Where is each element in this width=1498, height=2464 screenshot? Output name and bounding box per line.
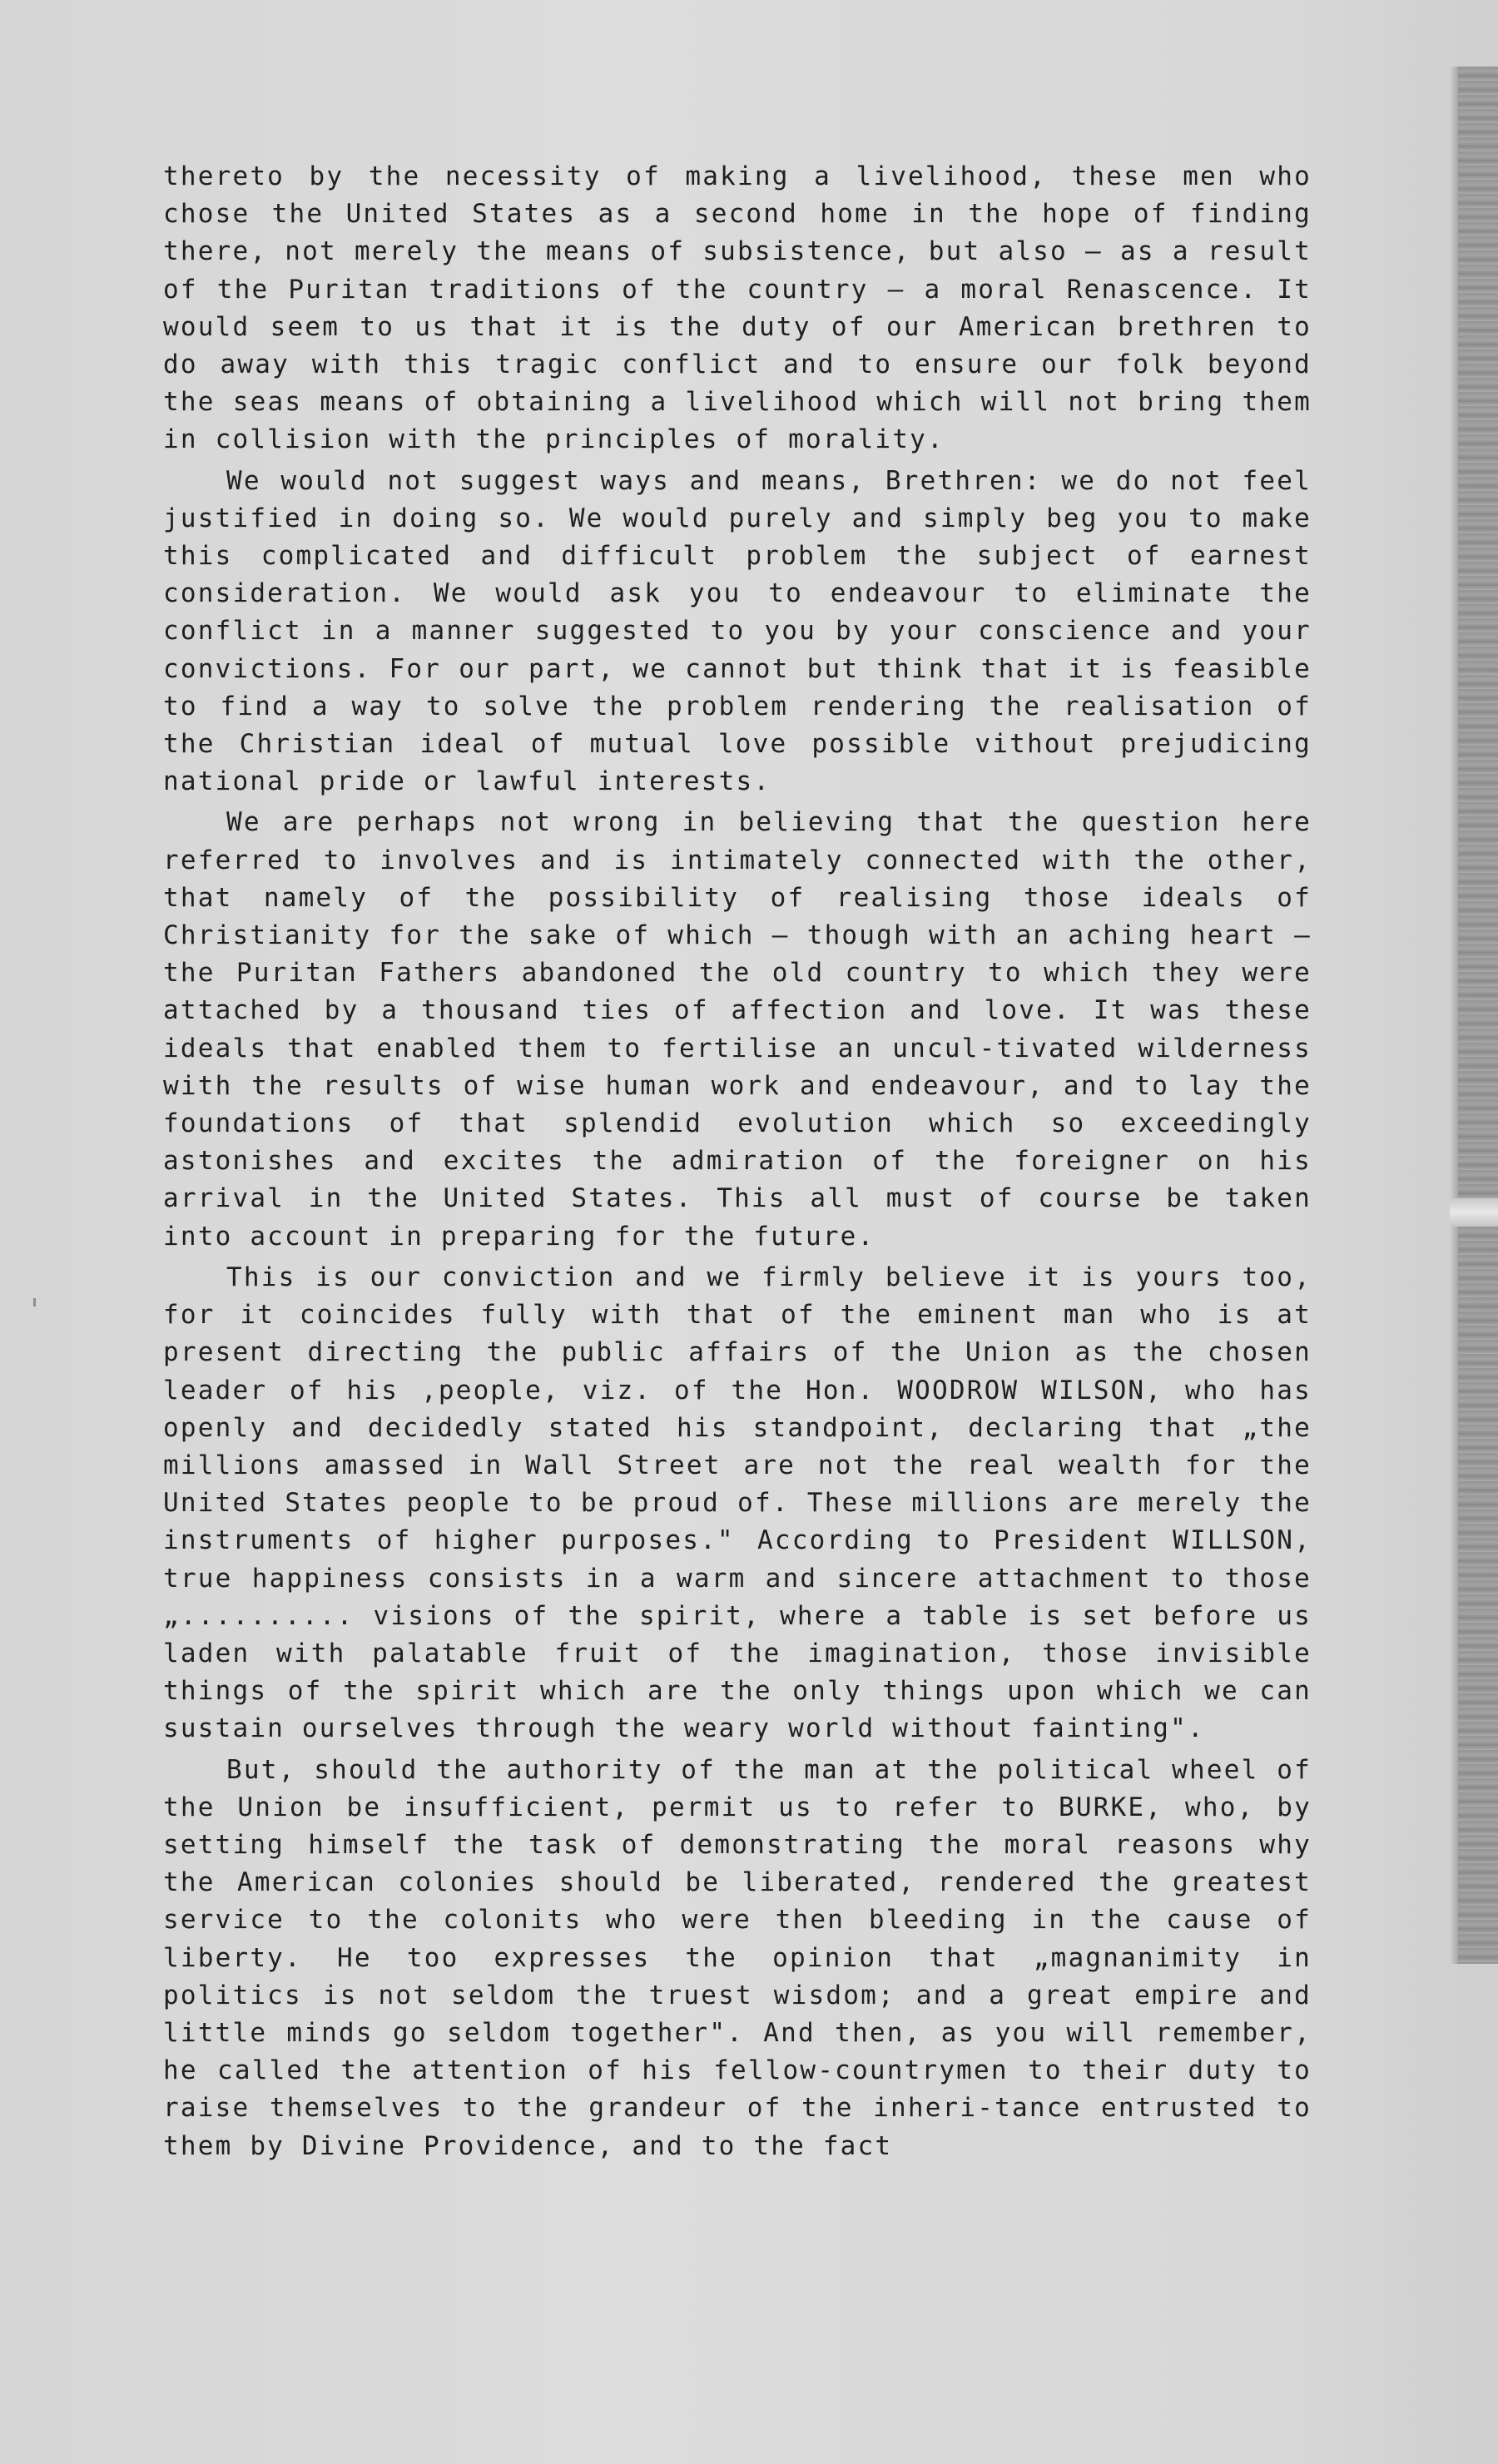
paragraph-3: We are perhaps not wrong in believing that the question here referred to involves and is intimately connected with the other, that namely of the possibility of realising those ideals of Christianity for the sake of which — though with an aching heart — the Puritan Fathers abandoned the old country to which they were attached by a thousand ties of affection and love. It was these ideals that enabled them to fertilise an uncul-tivated wilderness with the results of wise human work and endeavour, and to lay the foundations of that splendid evolution which so exceedingly astonishes and excites the admiration of the foreigner on his arrival in the United States. This all must of course be taken into account in preparing for the future. — [163, 807, 1312, 1252]
page-fold — [1450, 1198, 1498, 1227]
page-edge-gradient — [1450, 67, 1458, 1964]
paper-speck — [33, 1298, 36, 1306]
page-edge-shadow — [1458, 67, 1498, 1964]
paragraph-1: thereto by the necessity of making a livelihood, these men who chose the United States as a second home in the hope of finding there, not merely the means of subsistence, but also — as a result of the Puritan traditions of the country — a moral Renascence. It would seem to us that it is the duty of our American brethren to do away with this tragic conflict and to ensure our folk beyond the seas means of obtaining a livelihood which will not bring them in collision with the principles of morality. — [163, 161, 1312, 455]
paragraph-5: But, should the authority of the man at the political wheel of the Union be insufficient, permit us to refer to BURKE, who, by setting himself the task of demonstrating the moral reasons why the American colonies should be liberated, rendered the greatest service to the colonits who were then bleeding in the cause of liberty. He too expresses the opinion that „magnanimity in politics is not seldom the truest wisdom; and a great empire and little minds go seldom together". And then, as you will remember, he called the attention of his fellow-countrymen to their duty to raise themselves to the grandeur of the inheri-tance entrusted to them by Divine Providence, and to the fact — [163, 1754, 1312, 2161]
typed-letter-body — [163, 158, 1312, 2165]
paragraph-2: We would not suggest ways and means, Brethren: we do not feel justified in doing so. We would purely and simply beg you to make this complicated and difficult problem the subject of earnest consideration. We would ask you to endeavour to eliminate the conflict in a manner suggested to you by your conscience and your convictions. For our part, we cannot but think that it is feasible to find a way to solve the problem rendering the realisation of the Christian ideal of mutual love possible vithout prejudicing national pride or lawful interests. — [163, 465, 1312, 797]
paragraph-4: This is our conviction and we firmly believe it is yours too, for it coincides fully with that of the eminent man who is at present directing the public affairs of the Union as the chosen leader of his ,people, viz. of the Hon. WOODROW WILSON, who has openly and decidedly stated his standpoint, declaring that „the millions amassed in Wall Street are not the real wealth for the United States people to be proud of. These millions are merely the instruments of higher purposes." According to President WILLSON, true happiness consists in a warm and sincere attachment to those „.......... visions of the spirit, where a table is set before us laden with palatable fruit of the imagination, those invisible things of the spirit which are the only things upon which we can sustain ourselves through the weary world without fainting". — [163, 1262, 1312, 1744]
